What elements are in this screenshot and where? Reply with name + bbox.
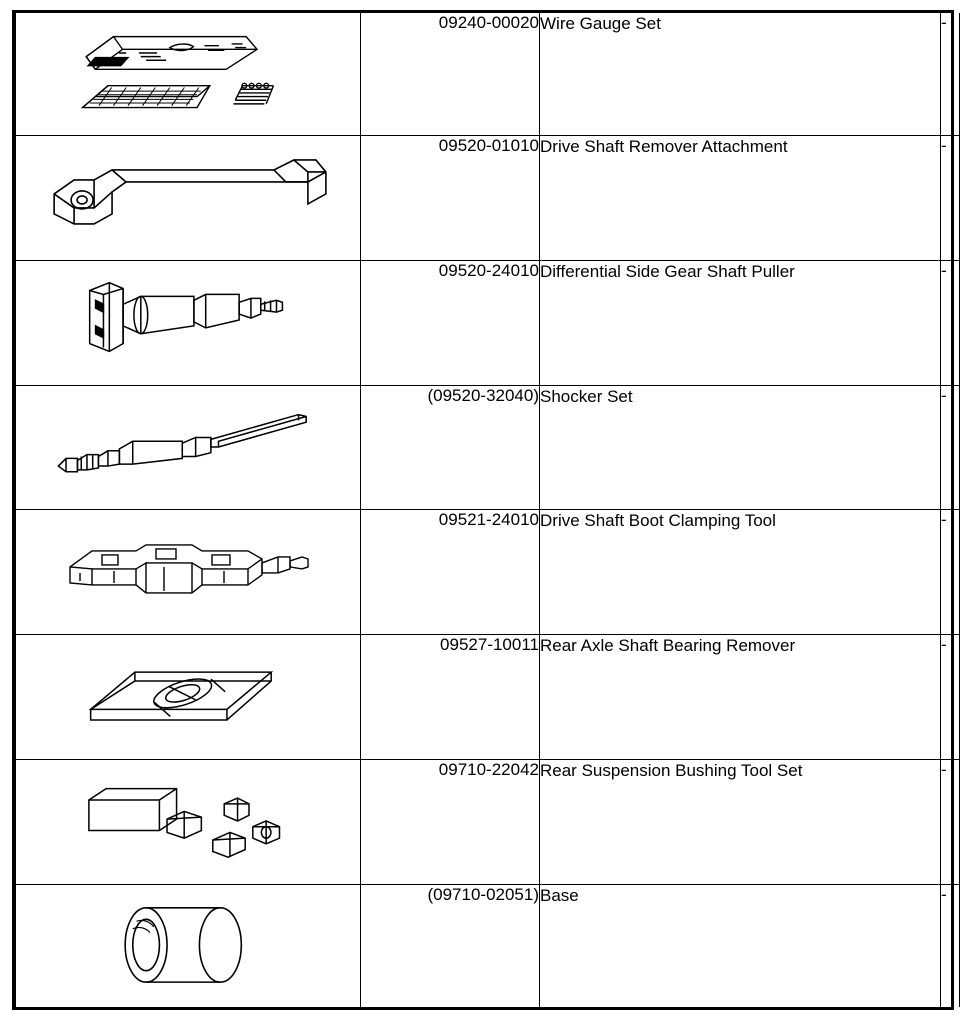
part-number: 09527-10011: [361, 635, 540, 760]
table-row: [16, 760, 960, 885]
wire-gauge-set-icon: [16, 13, 360, 135]
base-icon: [16, 885, 360, 1007]
tool-quantity: -: [941, 260, 960, 385]
tool-name: Base: [540, 885, 941, 1007]
tool-name: Wire Gauge Set: [540, 13, 941, 135]
table-row: [16, 635, 960, 760]
tool-illustration-cell: [16, 385, 361, 510]
tool-illustration-cell: [16, 510, 361, 635]
part-number: 09520-24010: [361, 260, 540, 385]
table-row: [16, 260, 960, 385]
tool-illustration-cell: [16, 885, 361, 1007]
tool-illustration-cell: [16, 760, 361, 885]
table-row: [16, 135, 960, 260]
tool-name: Drive Shaft Boot Clamping Tool: [540, 510, 941, 635]
drive-shaft-remover-attachment-icon: [16, 136, 360, 260]
shocker-set-icon: [16, 386, 360, 510]
part-number: (09710-02051): [361, 885, 540, 1007]
tool-quantity: -: [941, 885, 960, 1007]
tool-illustration-cell: [16, 135, 361, 260]
tools-table: [15, 13, 960, 1007]
drive-shaft-boot-clamping-tool-icon: [16, 510, 360, 634]
tool-illustration-cell: [16, 13, 361, 135]
tool-illustration-cell: [16, 260, 361, 385]
table-row: [16, 385, 960, 510]
tool-illustration-cell: [16, 635, 361, 760]
tool-name: Rear Axle Shaft Bearing Remover: [540, 635, 941, 760]
table-row: [16, 13, 960, 135]
tool-quantity: -: [941, 385, 960, 510]
tool-quantity: -: [941, 13, 960, 135]
tool-name: Differential Side Gear Shaft Puller: [540, 260, 941, 385]
tool-name: Drive Shaft Remover Attachment: [540, 135, 941, 260]
part-number: 09520-01010: [361, 135, 540, 260]
part-number: (09520-32040): [361, 385, 540, 510]
rear-suspension-bushing-tool-set-icon: [16, 760, 360, 884]
part-number: 09240-00020: [361, 13, 540, 135]
tool-quantity: -: [941, 510, 960, 635]
rear-axle-shaft-bearing-remover-icon: [16, 635, 360, 759]
tool-quantity: -: [941, 635, 960, 760]
table-row: [16, 885, 960, 1007]
tool-name: Rear Suspension Bushing Tool Set: [540, 760, 941, 885]
differential-side-gear-shaft-puller-icon: [16, 261, 360, 385]
tool-quantity: -: [941, 760, 960, 885]
special-service-tools-table: [12, 10, 954, 1010]
part-number: 09521-24010: [361, 510, 540, 635]
tool-name: Shocker Set: [540, 385, 941, 510]
table-row: [16, 510, 960, 635]
tool-quantity: -: [941, 135, 960, 260]
part-number: 09710-22042: [361, 760, 540, 885]
